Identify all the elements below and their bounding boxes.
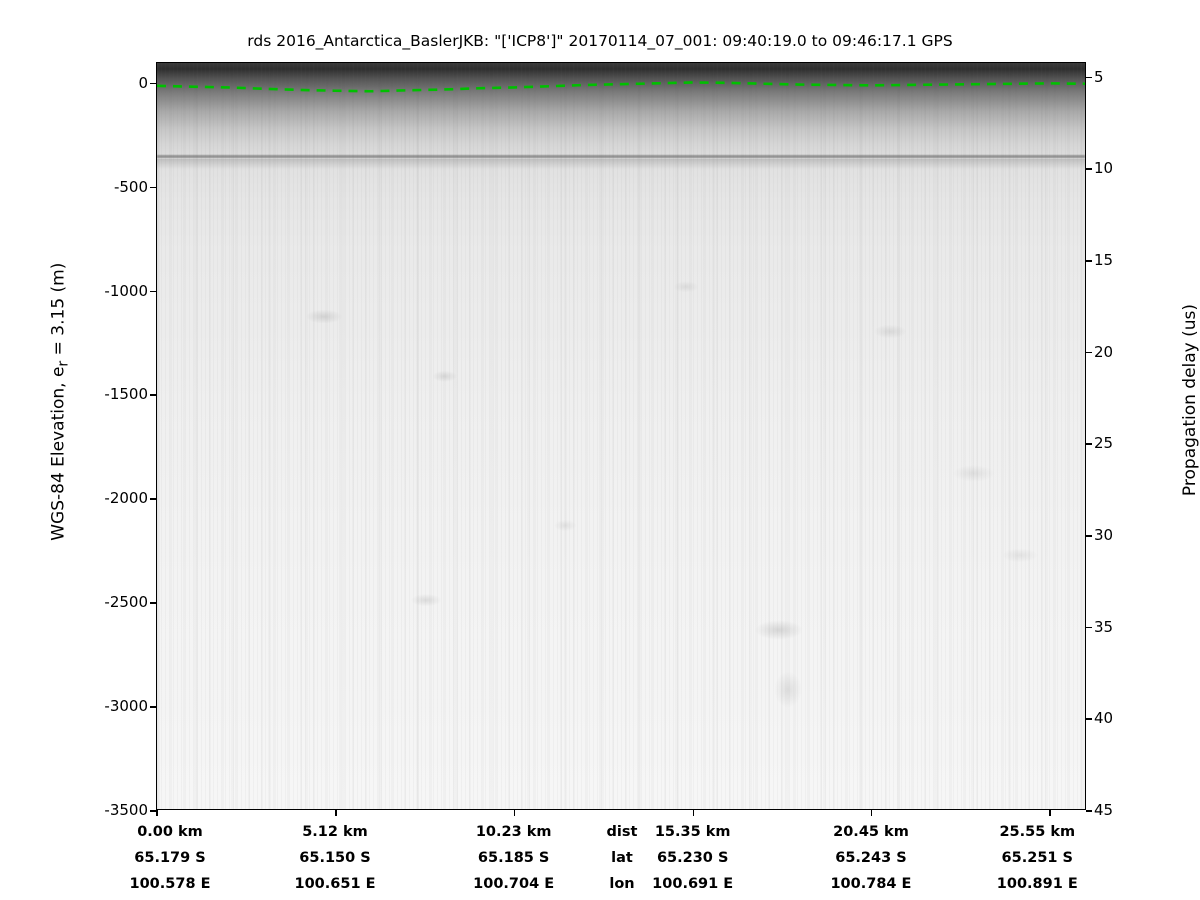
y-tick-label-right: 10 xyxy=(1094,159,1114,178)
x-axis-tick-label: 65.185 S xyxy=(477,850,550,866)
x-axis-row-key: dist xyxy=(606,824,638,840)
y-tick-label-left: -1000 xyxy=(104,281,148,300)
x-axis-tick-label: 65.251 S xyxy=(1001,850,1074,866)
x-tick-mark xyxy=(693,810,695,816)
y-tick-mark-right xyxy=(1086,352,1092,354)
x-axis-row-key: lon xyxy=(609,876,635,892)
y-tick-label-left: -3000 xyxy=(104,697,148,716)
x-axis-tick-label: 15.35 km xyxy=(654,824,731,840)
x-axis-tick-label: 20.45 km xyxy=(833,824,909,840)
y-tick-label-left: 0 xyxy=(138,73,148,92)
y-tick-label-left: -2500 xyxy=(104,593,148,612)
x-axis-tick-label: 25.55 km xyxy=(999,824,1076,840)
y-tick-mark-right xyxy=(1086,718,1092,720)
y-axis-left-label-subscript: r xyxy=(55,360,72,367)
y-tick-label-right: 25 xyxy=(1094,434,1114,453)
x-axis-tick-label: 65.179 S xyxy=(134,850,206,866)
x-axis-tick-label: 100.704 E xyxy=(473,876,555,892)
y-tick-mark-right xyxy=(1086,260,1092,262)
y-tick-mark-right xyxy=(1086,810,1092,812)
y-tick-mark-right xyxy=(1086,535,1092,537)
y-tick-label-right: 40 xyxy=(1094,709,1114,728)
y-tick-label-left: -1500 xyxy=(104,385,148,404)
y-tick-mark-left xyxy=(150,187,156,189)
y-tick-label-right: 45 xyxy=(1094,801,1114,819)
x-axis-tick-label: 65.230 S xyxy=(656,850,729,866)
y-tick-mark-right xyxy=(1086,77,1092,79)
y-tick-label-right: 20 xyxy=(1094,342,1114,361)
y-tick-label-left: -2000 xyxy=(104,489,148,508)
y-tick-mark-right xyxy=(1086,168,1092,170)
y-axis-left-label xyxy=(48,42,71,762)
y-tick-mark-left xyxy=(150,498,156,500)
x-axis-tick-label: 100.651 E xyxy=(294,876,376,892)
y-tick-label-left: -3500 xyxy=(104,801,148,819)
y-axis-left-label-pre: WGS-84 Elevation, e xyxy=(48,366,69,541)
x-axis-tick-label: 100.891 E xyxy=(996,876,1078,892)
surface-pick-line xyxy=(157,63,1085,809)
y-tick-mark-right xyxy=(1086,443,1092,445)
y-tick-mark-left xyxy=(150,83,156,85)
x-axis-tick-label: 65.243 S xyxy=(835,850,907,866)
y-tick-label-right: 15 xyxy=(1094,251,1114,269)
x-axis-tick-label: 100.578 E xyxy=(129,876,211,892)
x-axis-tick-label: 100.691 E xyxy=(652,876,734,892)
x-axis-tick-label: 65.150 S xyxy=(299,850,371,866)
x-tick-mark xyxy=(335,810,337,816)
x-tick-mark xyxy=(1049,810,1051,816)
radargram-plot-area[interactable] xyxy=(156,62,1086,810)
y-tick-mark-left xyxy=(150,291,156,293)
x-axis-tick-label: 100.784 E xyxy=(830,876,912,892)
x-tick-mark xyxy=(156,810,158,816)
y-tick-mark-left xyxy=(150,602,156,604)
y-tick-label-right: 35 xyxy=(1094,617,1114,636)
y-axis-left-label-post: = 3.15 (m) xyxy=(48,262,69,361)
y-tick-mark-right xyxy=(1086,627,1092,629)
y-tick-label-right: 30 xyxy=(1094,526,1114,544)
chart-title: rds 2016_Antarctica_BaslerJKB: "['ICP8']" 20170114_07_001: 09:40:19.0 to 09:46:17.1 GPS xyxy=(247,32,953,50)
x-axis-tick-label: 5.12 km xyxy=(302,824,368,840)
y-axis-right-label: Propagation delay (us) xyxy=(1180,303,1200,497)
x-axis-tick-label: 0.00 km xyxy=(137,824,203,840)
y-tick-label-left: -500 xyxy=(113,177,148,196)
y-tick-mark-left xyxy=(150,706,156,708)
y-tick-mark-left xyxy=(150,394,156,396)
x-tick-mark xyxy=(514,810,516,816)
x-axis-row-key: lat xyxy=(611,850,633,866)
x-tick-mark xyxy=(871,810,873,816)
x-axis-tick-label: 10.23 km xyxy=(475,824,552,840)
y-tick-label-right: 5 xyxy=(1094,67,1104,86)
